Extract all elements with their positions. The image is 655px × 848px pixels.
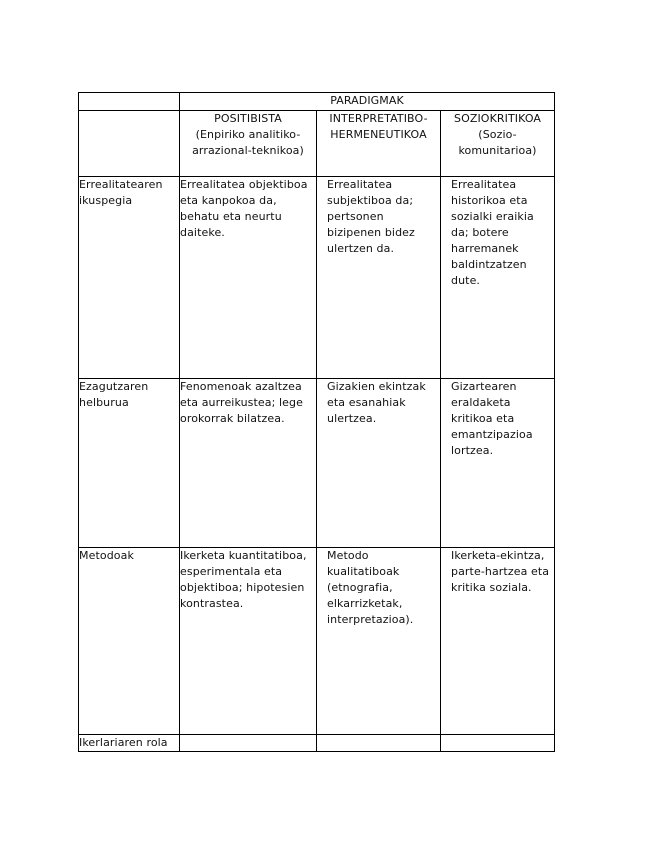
corner-cell xyxy=(79,93,180,111)
table-cell: Gizartearen eraldaketa kritikoa eta emantzipazioa lortzea. xyxy=(441,379,555,548)
table-cell: Errealitatea historikoa eta sozialki eraikia da; botere harremanek baldintzatzen dute. xyxy=(441,177,555,379)
row-label: Ezagutzaren helburua xyxy=(79,379,180,548)
row-label: Metodoak xyxy=(79,548,180,735)
corner-cell-2 xyxy=(79,111,180,177)
table-row xyxy=(79,177,555,379)
table-cell: Errealitatea subjektiboa da; pertsonen bizipenen bidez ulertzen da. xyxy=(317,177,441,379)
column-title: SOZIOKRITIKOA xyxy=(453,112,542,125)
column-title: POSITIBISTA xyxy=(214,112,282,125)
column-header-interpretatibo xyxy=(317,111,441,177)
row-label: Ikerlariaren rola xyxy=(79,735,180,752)
table-row xyxy=(79,735,555,752)
table-cell: Fenomenoak azaltzea eta aurreikustea; lege orokorrak bilatzea. xyxy=(180,379,317,548)
band-header: PARADIGMAK xyxy=(180,93,555,111)
column-title: INTERPRETATIBO-HERMENEUTIKOA xyxy=(329,112,428,141)
column-header-positibista xyxy=(180,111,317,177)
table-row xyxy=(79,379,555,548)
table-cell: Ikerketa kuantitatiboa, esperimentala eta objektiboa; hipotesien kontrastea. xyxy=(180,548,317,735)
column-header-soziokritikoa xyxy=(441,111,555,177)
paradigms-table xyxy=(78,92,555,752)
column-header-row xyxy=(79,111,555,177)
table-cell: Ikerketa-ekintza, parte-hartzea eta kritika soziala. xyxy=(441,548,555,735)
table-cell xyxy=(180,735,317,752)
table-cell xyxy=(441,735,555,752)
table-cell xyxy=(317,735,441,752)
table-cell: Metodo kualitatiboak (etnografia, elkarrizketak, interpretazioa). xyxy=(317,548,441,735)
column-subtitle: (Sozio-komunitarioa) xyxy=(458,128,537,157)
band-row xyxy=(79,93,555,111)
table-row xyxy=(79,548,555,735)
column-subtitle: (Enpiriko analitiko-arrazional-teknikoa) xyxy=(192,128,304,157)
row-label: Errealitatearen ikuspegia xyxy=(79,177,180,379)
table-cell: Errealitatea objektiboa eta kanpokoa da, behatu eta neurtu daiteke. xyxy=(180,177,317,379)
table-cell: Gizakien ekintzak eta esanahiak ulertzea. xyxy=(317,379,441,548)
